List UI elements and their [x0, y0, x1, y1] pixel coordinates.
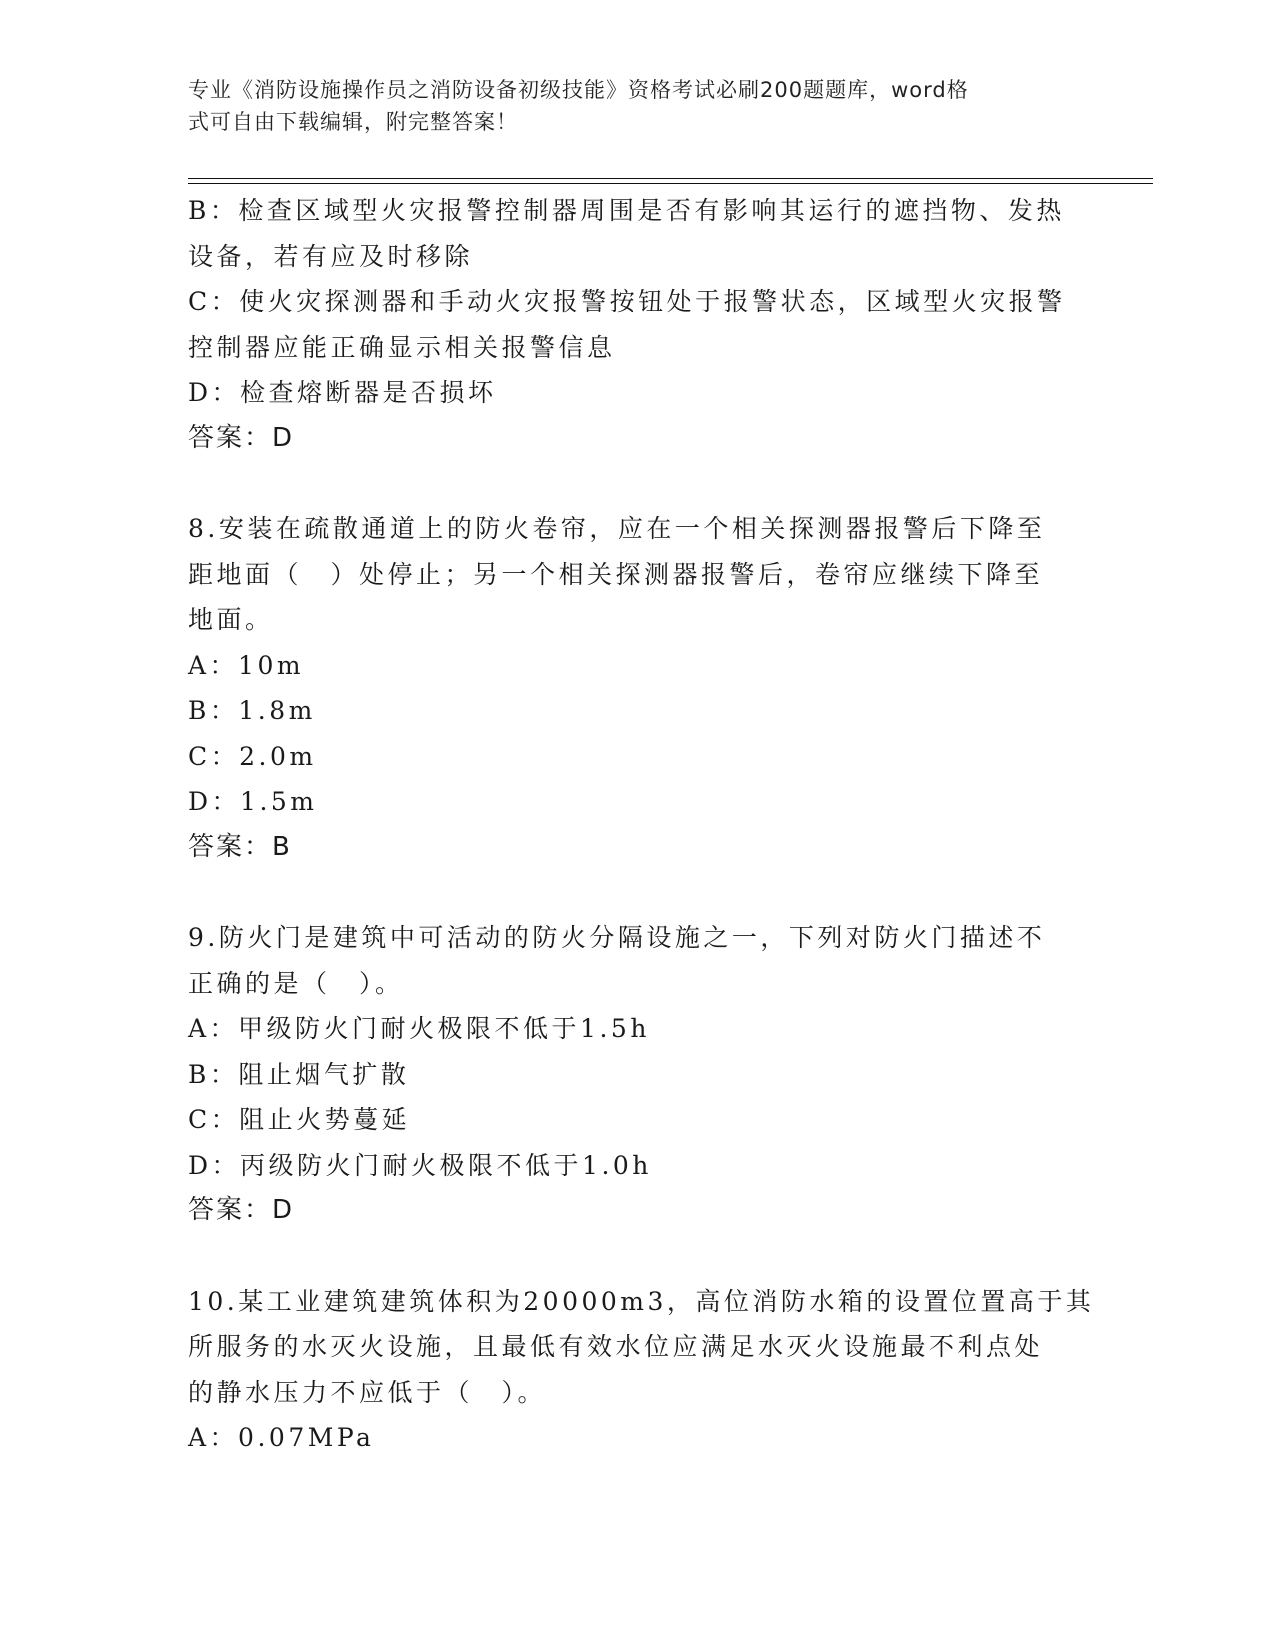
question-10 — [188, 1279, 1095, 1461]
question-8 — [188, 506, 1088, 870]
document-header — [188, 74, 1068, 138]
q10-stem-line-1: 10.某工业建筑建筑体积为20000m3，高位消防水箱的设置位置高于其 — [188, 1286, 1095, 1316]
q10-stem-line-3: 的静水压力不应低于（ ）。 — [188, 1377, 547, 1407]
question-7-continued — [188, 188, 1088, 461]
q8-option-c: C：2.0m — [188, 741, 317, 771]
q7-option-b-line-2: 设备，若有应及时移除 — [188, 241, 474, 271]
q9-option-b: B：阻止烟气扩散 — [188, 1059, 410, 1089]
q8-stem-line-1: 8.安装在疏散通道上的防火卷帘，应在一个相关探测器报警后下降至 — [188, 514, 1046, 543]
q9-stem-line-1: 9.防火门是建筑中可活动的防火分隔设施之一，下列对防火门描述不 — [188, 923, 1046, 952]
q9-option-c: C：阻止火势蔓延 — [188, 1105, 411, 1134]
q7-option-c-line-1: C：使火灾探测器和手动火灾报警按钮处于报警状态，区域型火灾报警 — [188, 287, 1066, 316]
header-rule-top — [188, 178, 1153, 179]
q10-option-a: A：0.07MPa — [188, 1423, 375, 1452]
q7-option-c-line-2: 控制器应能正确显示相关报警信息 — [188, 332, 616, 362]
q8-stem-line-2: 距地面（ ）处停止；另一个相关探测器报警后，卷帘应继续下降至 — [188, 559, 1044, 589]
q9-stem-line-2: 正确的是（ ）。 — [188, 968, 404, 998]
q8-answer: 答案：B — [188, 831, 292, 862]
q7-option-d: D：检查熔断器是否损坏 — [188, 378, 497, 407]
q8-option-b: B：1.8m — [188, 696, 316, 725]
q10-stem-line-2: 所服务的水灭火设施，且最低有效水位应满足水灭火设施最不利点处 — [188, 1332, 1044, 1361]
header-line-1: 专业《消防设施操作员之消防设备初级技能》资格考试必刷200题题库，word格 — [188, 78, 969, 102]
q8-stem-line-3: 地面。 — [188, 605, 274, 634]
q8-option-d: D：1.5m — [188, 787, 318, 816]
q9-option-d: D：丙级防火门耐火极限不低于1.0h — [188, 1150, 652, 1180]
question-9 — [188, 915, 1088, 1234]
q7-answer: 答案：D — [188, 422, 295, 453]
q9-answer: 答案：D — [188, 1195, 295, 1225]
document-body — [188, 188, 1095, 1461]
header-line-2: 式可自由下载编辑，附完整答案！ — [188, 110, 518, 134]
q8-option-a: A：10m — [188, 650, 305, 680]
q7-option-b-line-1: B：检查区域型火灾报警控制器周围是否有影响其运行的遮挡物、发热 — [188, 196, 1065, 225]
q9-option-a: A：甲级防火门耐火极限不低于1.5h — [188, 1014, 650, 1043]
header-rule-bottom — [188, 183, 1153, 184]
